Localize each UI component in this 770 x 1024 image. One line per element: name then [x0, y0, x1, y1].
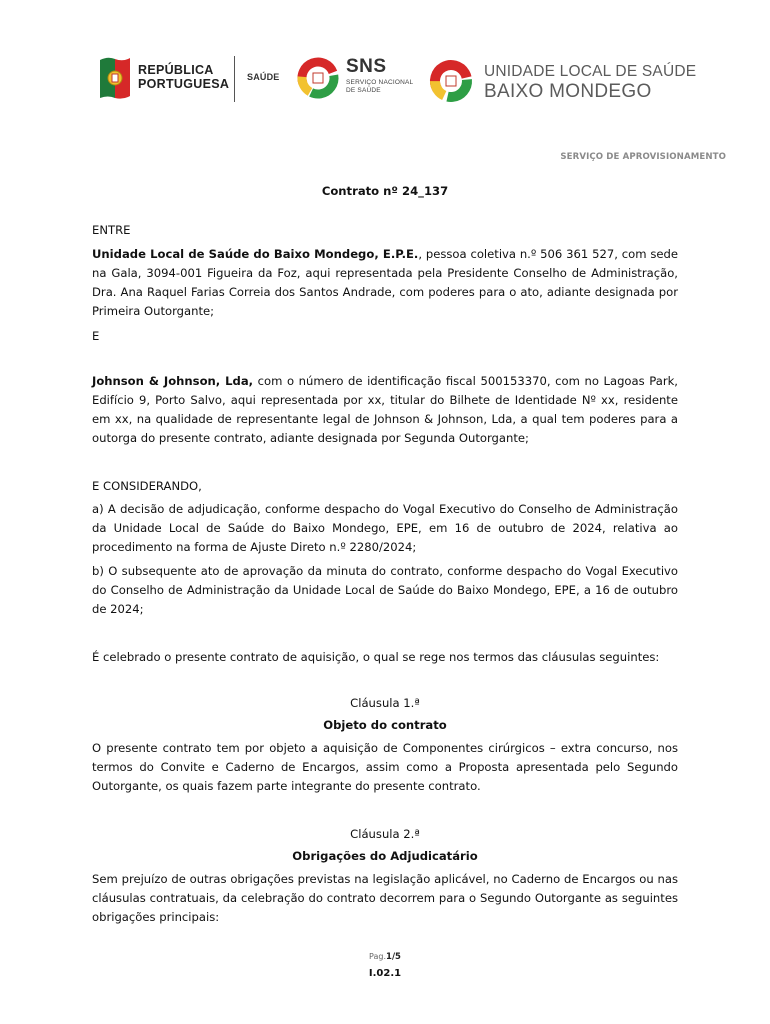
- party-1-paragraph: [92, 245, 678, 321]
- clause-1-body: [92, 739, 678, 796]
- page-number: [0, 952, 770, 962]
- clause-2-title-text: Obrigações do Adjudicatário: [292, 849, 478, 863]
- rp-line-2: PORTUGUESA: [138, 77, 230, 91]
- clause-2-heading: [92, 847, 678, 866]
- page-label: Pag.: [369, 952, 387, 961]
- sns-logo: [296, 54, 416, 104]
- sns-sub-line-1: SERVIÇO NACIONAL: [346, 79, 414, 86]
- clause-1-text: O presente contrato tem por objeto a aquisição de Componentes cirúrgicos – extra concurso, nos termos do Convite e Caderno de Encargos, assim como a Proposta apresentada pelo Segundo Outorgante, os quais fazem parte integrante do presente contrato.: [92, 741, 678, 793]
- clause-1-number: [92, 694, 678, 713]
- considerando-b-text: b) O subsequente ato de aprovação da minuta do contrato, conforme despacho do Vogal Executivo do Conselho de Administração da Unidade Local de Saúde do Baixo Mondego, EPE, a 16 de outubro de 2024;: [92, 564, 678, 616]
- uls-ring-icon: [428, 58, 474, 104]
- republica-portuguesa-text: [138, 63, 229, 91]
- considerando-b: [92, 562, 678, 619]
- contract-title: Contrato nº 24_137: [321, 184, 449, 198]
- considerando-a-text: a) A decisão de adjudicação, conforme despacho do Vogal Executivo do Conselho de Administração da Unidade Local de Saúde do Baixo Mondego, EPE, em 16 de outubro de 2024, relativa ao procedimento na forma de Ajuste Direto n.º 2280/2024;: [92, 502, 678, 554]
- e-label: [92, 327, 678, 346]
- saude-label: SAÚDE: [247, 72, 280, 82]
- celebrado-paragraph: [92, 648, 678, 667]
- considerando-text: E CONSIDERANDO,: [92, 479, 202, 493]
- party-2-paragraph: [92, 372, 678, 448]
- celebrado-text: É celebrado o presente contrato de aquisição, o qual se rege nos termos das cláusulas seguintes:: [92, 650, 660, 664]
- sns-sub-line-2: DE SAÚDE: [346, 86, 381, 94]
- clause-2-num-text: Cláusula 2.ª: [350, 827, 420, 841]
- clause-1-num-text: Cláusula 1.ª: [350, 696, 420, 710]
- service-label: SERVIÇO DE APROVISIONAMENTO: [560, 152, 726, 162]
- sns-wordmark: SNS: [346, 56, 387, 77]
- uls-line-2: BAIXO MONDEGO: [484, 81, 652, 102]
- clause-1-title-text: Objeto do contrato: [323, 718, 447, 732]
- document-code: I.02.1: [368, 968, 402, 979]
- party-2-name: Johnson & Johnson, Lda,: [92, 374, 254, 388]
- e-text: E: [92, 329, 100, 343]
- portuguese-flag-icon: [98, 54, 132, 100]
- sns-ring-icon: [296, 56, 340, 100]
- party-2-details: com o número de identificação fiscal 500153370, com no Lagoas Park, Edifício 9, Porto Salvo, aqui representada por xx, titular do Bilhete de Identidade Nº xx, residente em xx, na qualidade de representante legal de Johnson & Johnson, Lda, a qual tem poderes para a outorga do presente contrato, adiante designada por Segunda Outorgante;: [92, 374, 678, 445]
- considerando-a: [92, 500, 678, 557]
- party-1-name: Unidade Local de Saúde do Baixo Mondego, E.P.E.: [92, 247, 419, 261]
- republica-portuguesa-logo: [98, 54, 238, 104]
- clause-2-body: [92, 870, 678, 927]
- considerando-label: [92, 477, 678, 496]
- rp-line-1: REPÚBLICA: [138, 63, 214, 77]
- entre-label: [92, 221, 678, 240]
- clause-2-text: Sem prejuízo de outras obrigações previstas na legislação aplicável, no Caderno de Encargos ou nas cláusulas contratuais, da celebração do contrato decorrem para o Segundo Outorgante as seguintes obrigações principais:: [92, 872, 678, 924]
- entre-text: ENTRE: [92, 223, 131, 237]
- party-1-details: , pessoa coletiva n.º 506 361 527, com sede na Gala, 3094-001 Figueira da Foz, aqui representada pela Presidente Conselho de Administração, Dra. Ana Raquel Farias Correia dos Santos Andrade, com poderes para o ato, adiante designada por Primeira Outorgante;: [92, 247, 678, 318]
- clause-1-heading: [92, 716, 678, 735]
- header-separator: [234, 56, 235, 102]
- page-header: [98, 52, 697, 108]
- page-num: 1/5: [386, 952, 401, 962]
- sns-subtitle: [346, 79, 413, 94]
- clause-2-number: [92, 825, 678, 844]
- uls-line-1: UNIDADE LOCAL DE SAÚDE: [484, 63, 697, 80]
- uls-baixo-mondego-logo: [428, 54, 697, 104]
